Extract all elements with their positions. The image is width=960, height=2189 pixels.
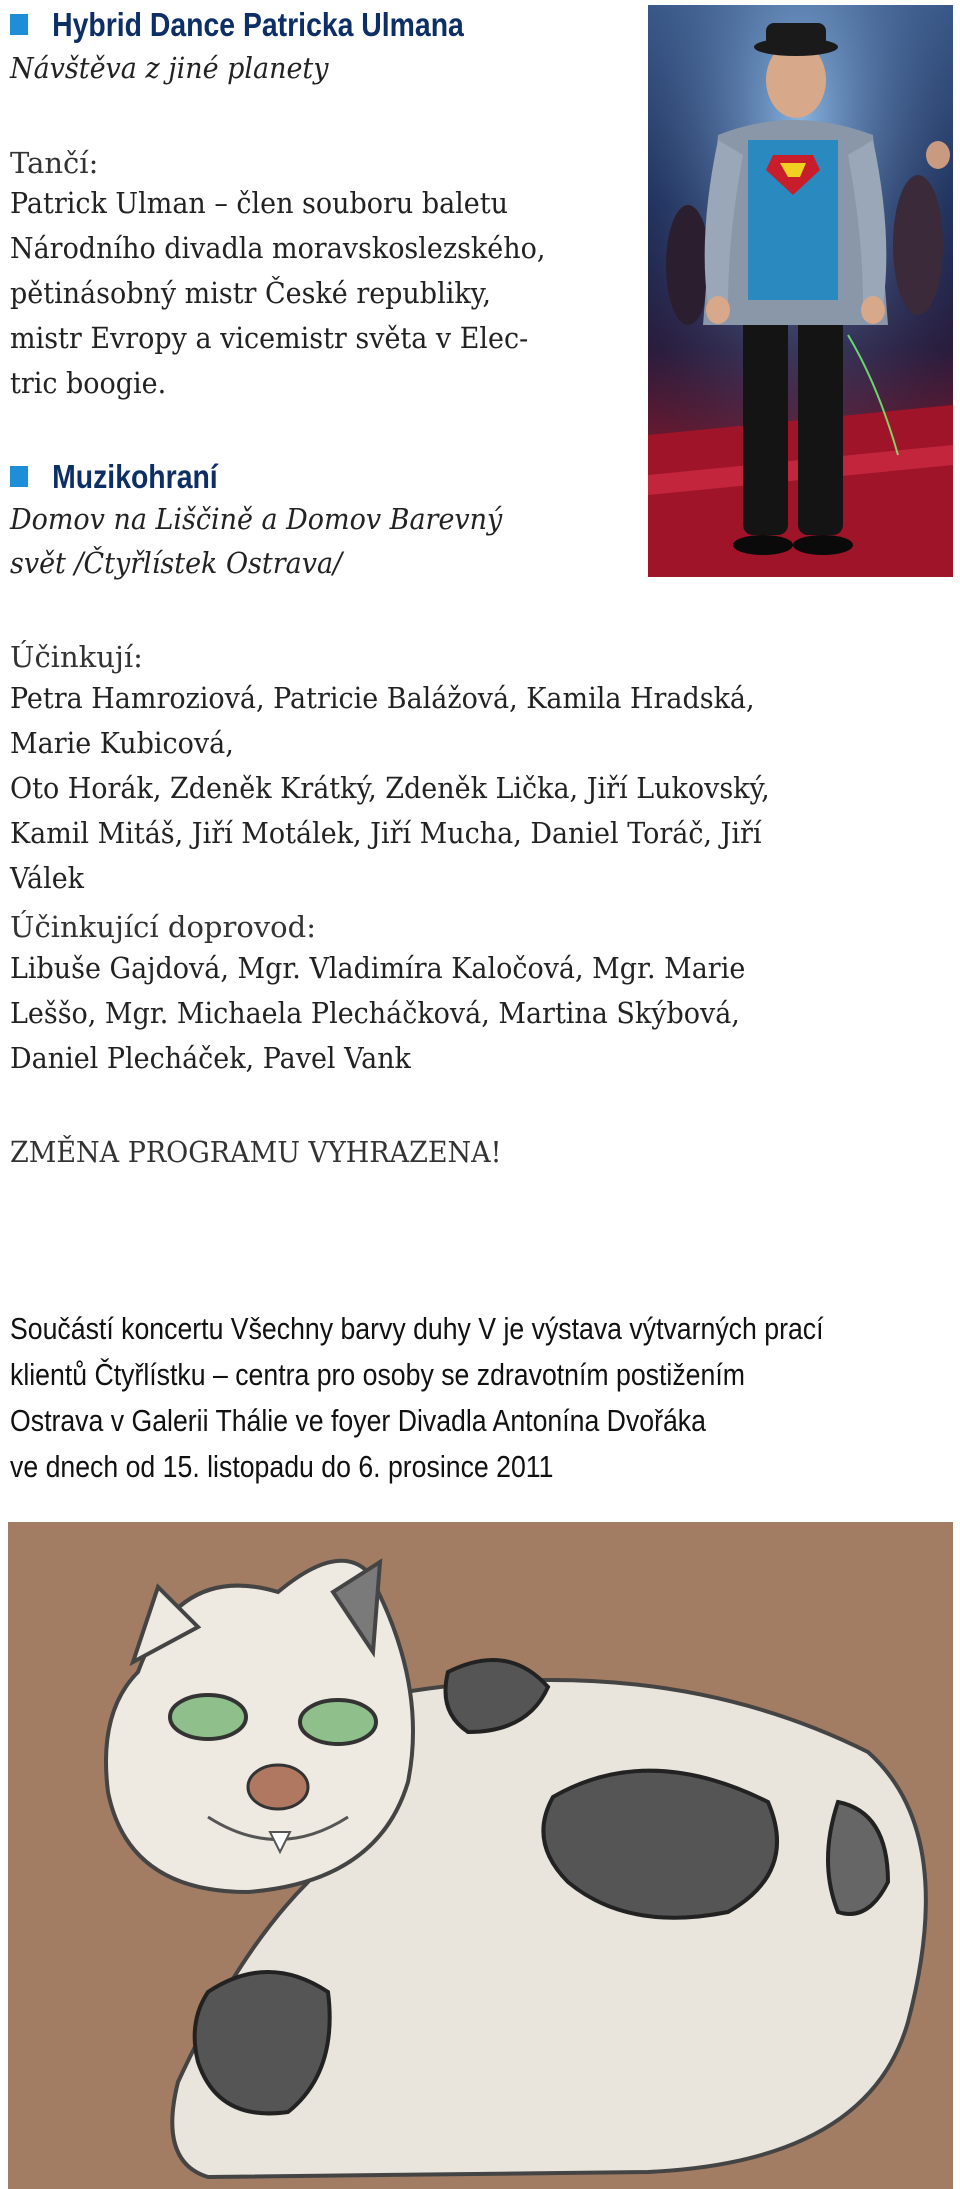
dancer-label: Tančí: [10,146,99,180]
accompaniment-label: Účinkující doprovod: [10,910,316,944]
text-line: Daniel Plecháček, Pavel Vank [10,1041,411,1075]
heading-text: Hybrid Dance Patricka Ulmana [52,6,464,43]
text-line: Petra Hamroziová, Patricie Balážová, Kamila Hradská, [10,681,755,715]
text-line: Libuše Gajdová, Mgr. Vladimíra Kaločová, Mgr. Marie [10,951,746,985]
text-line: Marie Kubicová, [10,726,234,760]
exhibition-info [10,1306,824,1490]
text-line: Válek [10,861,85,895]
text-line: tric boogie. [10,366,167,400]
dancer-photo [648,5,953,577]
text-line: Patrick Ulman – člen souboru baletu [10,186,508,220]
dancer-description [10,181,545,406]
text-line: Oto Horák, Zdeněk Krátký, Zdeněk Lička, Jiří Lukovský, [10,771,770,805]
section-subtitle: Návštěva z jiné planety [10,51,329,85]
text-line: Národního divadla moravskoslezského, [10,231,546,265]
heading-text: Muzikohraní [52,458,218,495]
text-line: mistr Evropy a vicemistr světa v Elec- [10,321,529,355]
performers-list [10,676,770,901]
text-line: Leššo, Mgr. Michaela Plecháčková, Martina Skýbová, [10,996,740,1030]
text-line: ve dnech od 15. listopadu do 6. prosince 2011 [10,1449,554,1484]
performers-label: Účinkují: [10,640,143,674]
section-subtitle-line: svět /Čtyřlístek Ostrava/ [10,546,343,580]
section-heading-hybrid-dance [10,6,464,44]
section-heading-muzikohrani [10,458,218,496]
accompaniment-list [10,946,745,1081]
bullet-square-icon [10,14,28,35]
section-subtitle-line: Domov na Liščině a Domov Barevný [10,502,503,536]
text-line: klientů Čtyřlístku – centra pro osoby se zdravotním postižením [10,1357,745,1392]
cat-drawing [8,1522,953,2189]
text-line: pětinásobný mistr České republiky, [10,276,491,310]
text-line: Součástí koncertu Všechny barvy duhy V je výstava výtvarných prací [10,1311,824,1346]
program-change-notice: ZMĚNA PROGRAMU VYHRAZENA! [10,1135,502,1169]
text-line: Kamil Mitáš, Jiří Motálek, Jiří Mucha, Daniel Toráč, Jiří [10,816,762,850]
bullet-square-icon [10,466,28,487]
text-line: Ostrava v Galerii Thálie ve foyer Divadla Antonína Dvořáka [10,1403,706,1438]
